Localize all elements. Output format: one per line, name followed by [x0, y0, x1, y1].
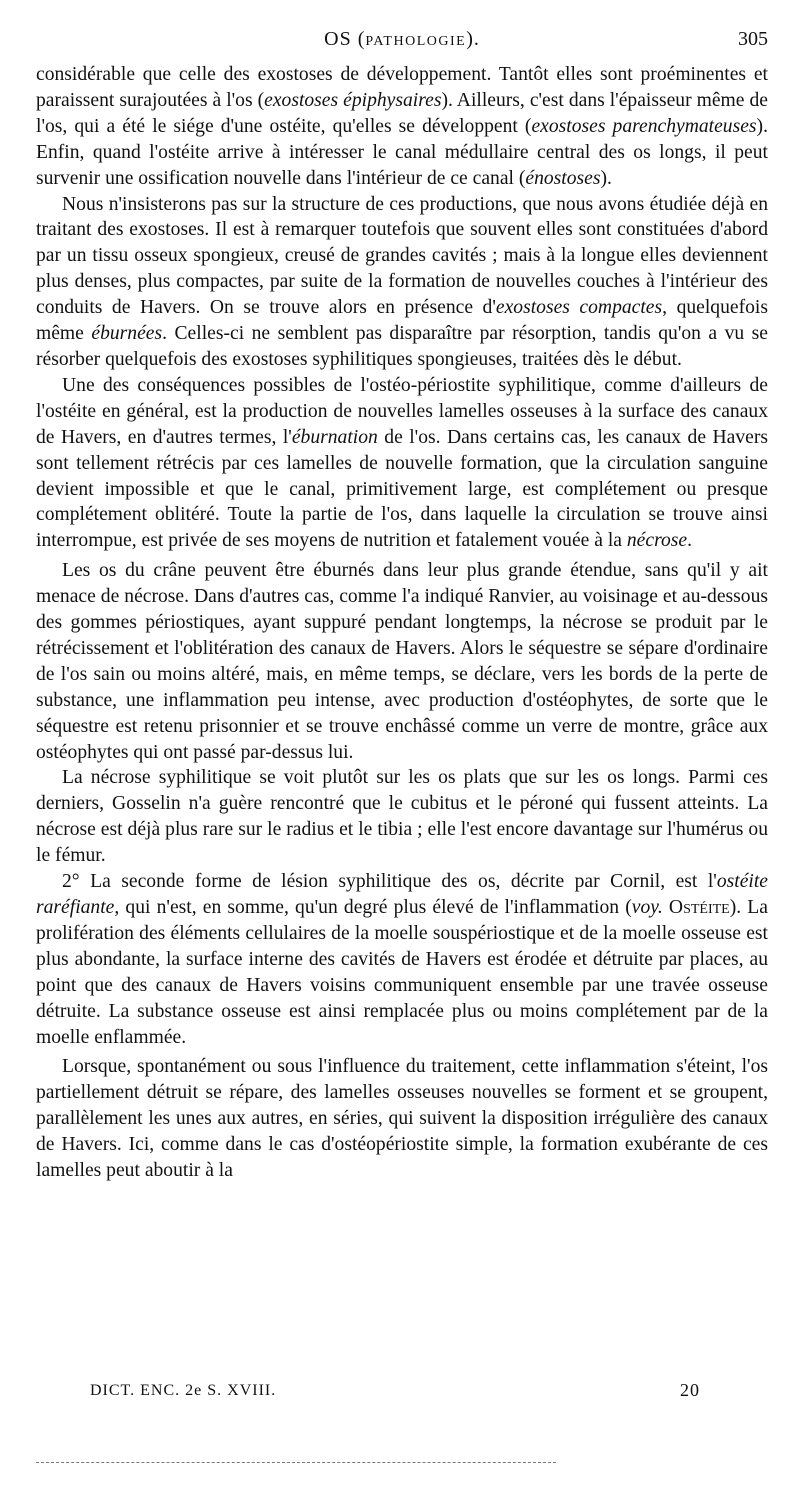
text-run: ). Enfin, quand l'ostéite arrive à intéresser le canal médullaire central des os longs, il peut survenir une ossification nouvelle dans l'intérieur de ce canal ( [36, 115, 768, 189]
italic-run: ostéite raréfiante [36, 871, 768, 918]
italic-run: exostoses parenchymateuses [531, 115, 757, 137]
text-run: ). La prolifération des éléments cellulaires de la moelle souspériostique et de la moelle osseuse est plus abondante, la surface interne des cavités de Havers est érodée et détruite par places, au point que des canaux de Havers voisins communiquent ensemble par une travée osseuse détruite. La substance osseuse est ainsi remplacée plus ou moins complétement par de la moelle enflammée. [36, 897, 768, 1048]
page-footer [90, 1380, 700, 1406]
text-run: de l'os. Dans certains cas, les canaux de Havers sont tellement rétrécis par ces lamelles de nouvelle formation, que la circulation sanguine devient impossible et que le canal, primitivement large, est complétement ou presque complétement oblitéré. Toute la partie de l'os, dans laquelle la circulation se trouve ainsi interrompue, est privée de ses moyens de nutrition et fatalement vouée à la [36, 426, 768, 552]
small-caps-run: Ostéite [668, 897, 730, 918]
italic-run: éburnation [291, 426, 378, 448]
signature-mark: DICT. ENC. 2e S. XVIII. [90, 1382, 277, 1399]
paragraph [36, 765, 768, 869]
bottom-rule [36, 1462, 556, 1463]
text-run: considérable que celle des exostoses de développement. Tantôt elles sont proéminentes et paraissent surajoutées à l'os ( [36, 64, 768, 111]
paragraph [36, 192, 768, 373]
text-run: ). [600, 167, 612, 189]
text-run: La nécrose syphilitique se voit plutôt sur les os plats que sur les os longs. Parmi ces derniers, Gosselin n'a guère rencontré que le cubitus et le péroné qui fussent atteints. La nécrose est déjà plus rare sur le radius et le tibia ; elle l'est encore davantage sur l'humérus ou le fémur. [36, 767, 768, 867]
text-run: 2° La seconde forme de lésion syphilitique des os, décrite par Cornil, est l' [62, 871, 717, 893]
text-run: Les os du crâne peuvent être éburnés dans leur plus grande étendue, sans qu'il y ait menace de nécrose. Dans d'autres cas, comme l'a indiqué Ranvier, au voisinage et au-dessous des gommes périostiques, ayant suppuré pendant longtemps, la nécrose se produit par le rétrécissement et l'oblitération des canaux de Havers. Alors le séquestre se sépare d'ordinaire de l'os sain ou moins altéré, mais, en même temps, se déclare, vers les bords de la perte de substance, une inflammation peu intense, avec production d'ostéophytes, de sorte que le séquestre est retenu prisonnier et se trouve enchâssé comme un verre de montre, grâce aux ostéophytes qui ont passé par-dessus lui. [36, 560, 768, 763]
running-header [36, 28, 768, 58]
text-run: . Celles-ci ne semblent pas disparaître par résorption, tandis qu'on a vu se résorber quelquefois des exostoses syphilitiques spongieuses, traitées dès le début. [36, 323, 769, 370]
italic-run: éburnées [91, 323, 163, 345]
italic-run: énostoses [525, 167, 601, 189]
italic-run: exostoses épiphysaires [264, 89, 442, 111]
paragraph [36, 558, 768, 765]
text-run: Nous n'insisterons pas sur la structure de ces productions, que nous avons étudiée déjà en traitant des exostoses. Il est à remarquer toutefois que souvent elles sont constituées d'abord par un tissu osseux spongieux, creusé de grandes cavités ; mais à la longue elles deviennent plus denses, plus compactes, par suite de la formation de nouvelles couches à l'intérieur des conduits de Havers. On se trouve alors en présence d' [36, 193, 768, 319]
running-title-end: ). [466, 28, 480, 50]
text-run: . [687, 530, 692, 552]
page-number: 305 [738, 28, 768, 50]
text-run: , qui n'est, en somme, qu'un degré plus élevé de l'inflammation ( [114, 897, 632, 918]
text-run: Une des conséquences possibles de l'ostéo-périostite syphilitique, comme d'ailleurs de l'ostéite en général, est la production de nouvelles lamelles osseuses à la surface des canaux de Havers, en d'autres termes, l' [36, 374, 768, 448]
running-title-main: OS ( [324, 28, 366, 50]
italic-run: nécrose [626, 530, 688, 552]
running-title-small-caps: PATHOLOGIE [365, 34, 467, 49]
body-text [36, 62, 768, 1184]
text-run: Lorsque, spontanément ou sous l'influence du traitement, cette inflammation s'éteint, l'os partiellement détruit se répare, des lamelles osseuses nouvelles se forment et se groupent, parallèlement les unes aux autres, en séries, qui suivent la disposition irrégulière des canaux de Havers. Ici, comme dans le cas d'ostéopériostite simple, la formation exubérante de ces lamelles peut aboutir à la [36, 1056, 768, 1182]
running-title [36, 28, 768, 51]
paragraph [36, 62, 768, 192]
paragraph [36, 1054, 768, 1184]
text-run: ). Ailleurs, c'est dans l'épaisseur même de l'os, qui a été le siége d'une ostéite, qu'elles se développent ( [36, 89, 768, 137]
italic-run: exostoses compactes [495, 297, 663, 319]
italic-run: voy. [631, 897, 663, 918]
sheet-number: 20 [680, 1380, 700, 1400]
paragraph [36, 869, 768, 1050]
text-run: , quelquefois même [36, 297, 768, 345]
paragraph [36, 373, 768, 554]
